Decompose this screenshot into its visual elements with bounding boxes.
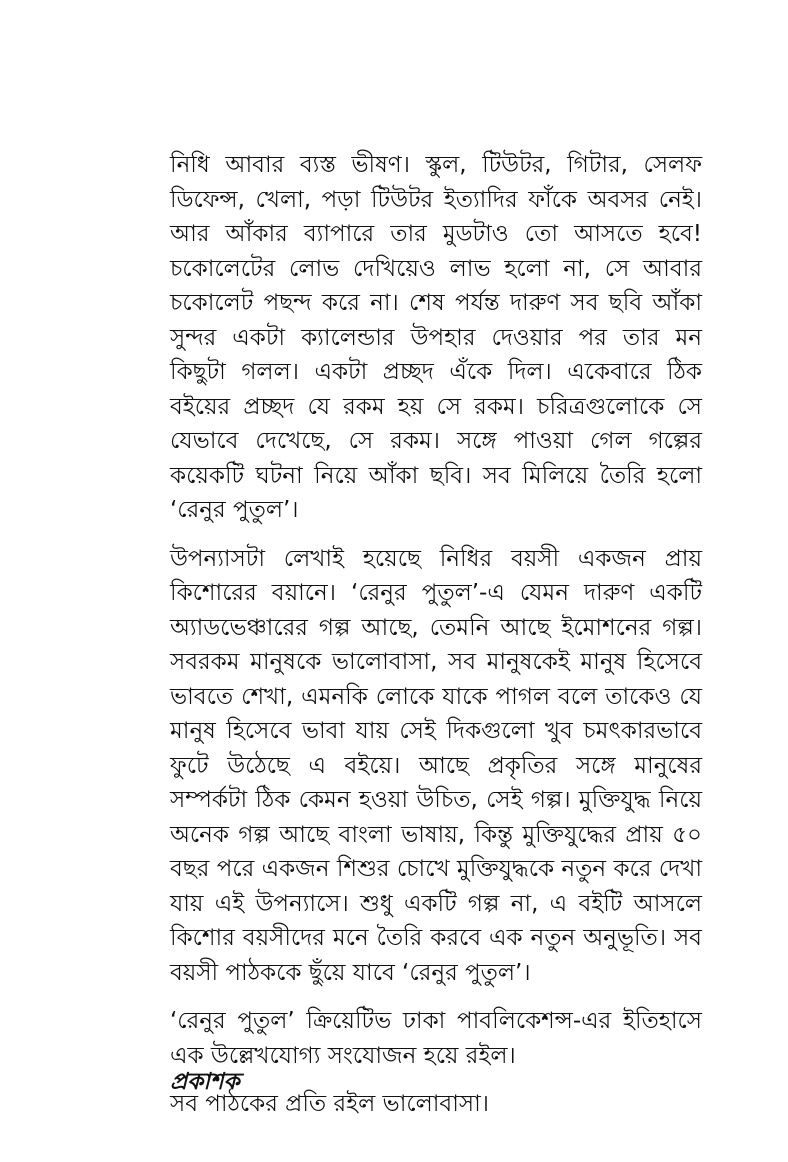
paragraph-3: ‘রেনুর পুতুল’ ক্রিয়েটিভ ঢাকা পাবলিকেশন্স-এর ইতিহাসে এক উল্লেখযোগ্য সংযোজন হয়ে রইল। <box>170 1008 702 1069</box>
document-body <box>170 148 702 1136</box>
paragraph-4: সব পাঠকের প্রতি রইল ভালোবাসা। <box>170 1091 489 1117</box>
paragraph-1: নিধি আবার ব্যস্ত ভীষণ। স্কুল, টিউটর, গিটার, সেলফ ডিফেন্স, খেলা, পড়া টিউটর ইত্যাদির ফাঁকে অবসর নেই। আর আঁকার ব্যাপারে তার মুডটাও তো আসতে হবে! চকোলেটের লোভ দেখিয়েও লাভ হলো না, সে আবার চকোলেট পছন্দ করে না। শেষ পর্যন্ত দারুণ সব ছবি আঁকা সুন্দর একটা ক্যালেন্ডার উপহার দেওয়ার পর তার মন কিছুটা গলল। একটা প্রচ্ছদ এঁকে দিল। একেবারে ঠিক বইয়ের প্রচ্ছদ যে রকম হয় সে রকম। চরিত্রগুলোকে সে যেভাবে দেখেছে, সে রকম। সঙ্গে পাওয়া গেল গল্পের কয়েকটি ঘটনা নিয়ে আঁকা ছবি। সব মিলিয়ে তৈরি হলো ‘রেনুর পুতুল’। <box>170 152 702 523</box>
paragraph-2: উপন্যাসটা লেখাই হয়েছে নিধির বয়সী একজন প্রায় কিশোরের বয়ানে। ‘রেনুর পুতুল’-এ যেমন দারুণ একটি অ্যাডভেঞ্চারের গল্প আছে, তেমনি আছে ইমোশনের গল্প। সবরকম মানুষকে ভালোবাসা, সব মানুষকেই মানুষ হিসেবে ভাবতে শেখা, এমনকি লোকে যাকে পাগল বলে তাকেও যে মানুষ হিসেবে ভাবা যায় সেই দিকগুলো খুব চমৎকারভাবে ফুটে উঠেছে এ বইয়ে। আছে প্রকৃতির সঙ্গে মানুষের সম্পর্কটা ঠিক কেমন হওয়া উচিত, সেই গল্প। মুক্তিযুদ্ধ নিয়ে অনেক গল্প আছে বাংলা ভাষায়, কিন্তু মুক্তিযুদ্ধের প্রায় ৫০ বছর পরে একজন শিশুর চোখে মুক্তিযুদ্ধকে নতুন করে দেখা যায় এই উপন্যাসে। শুধু একটি গল্প না, এ বইটি আসলে কিশোর বয়সীদের মনে তৈরি করবে এক নতুন অনুভূতি। সব বয়সী পাঠককে ছুঁয়ে যাবে ‘রেনুর পুতুল’। <box>170 545 702 986</box>
publisher-signature: প্রকাশক <box>170 1069 240 1095</box>
